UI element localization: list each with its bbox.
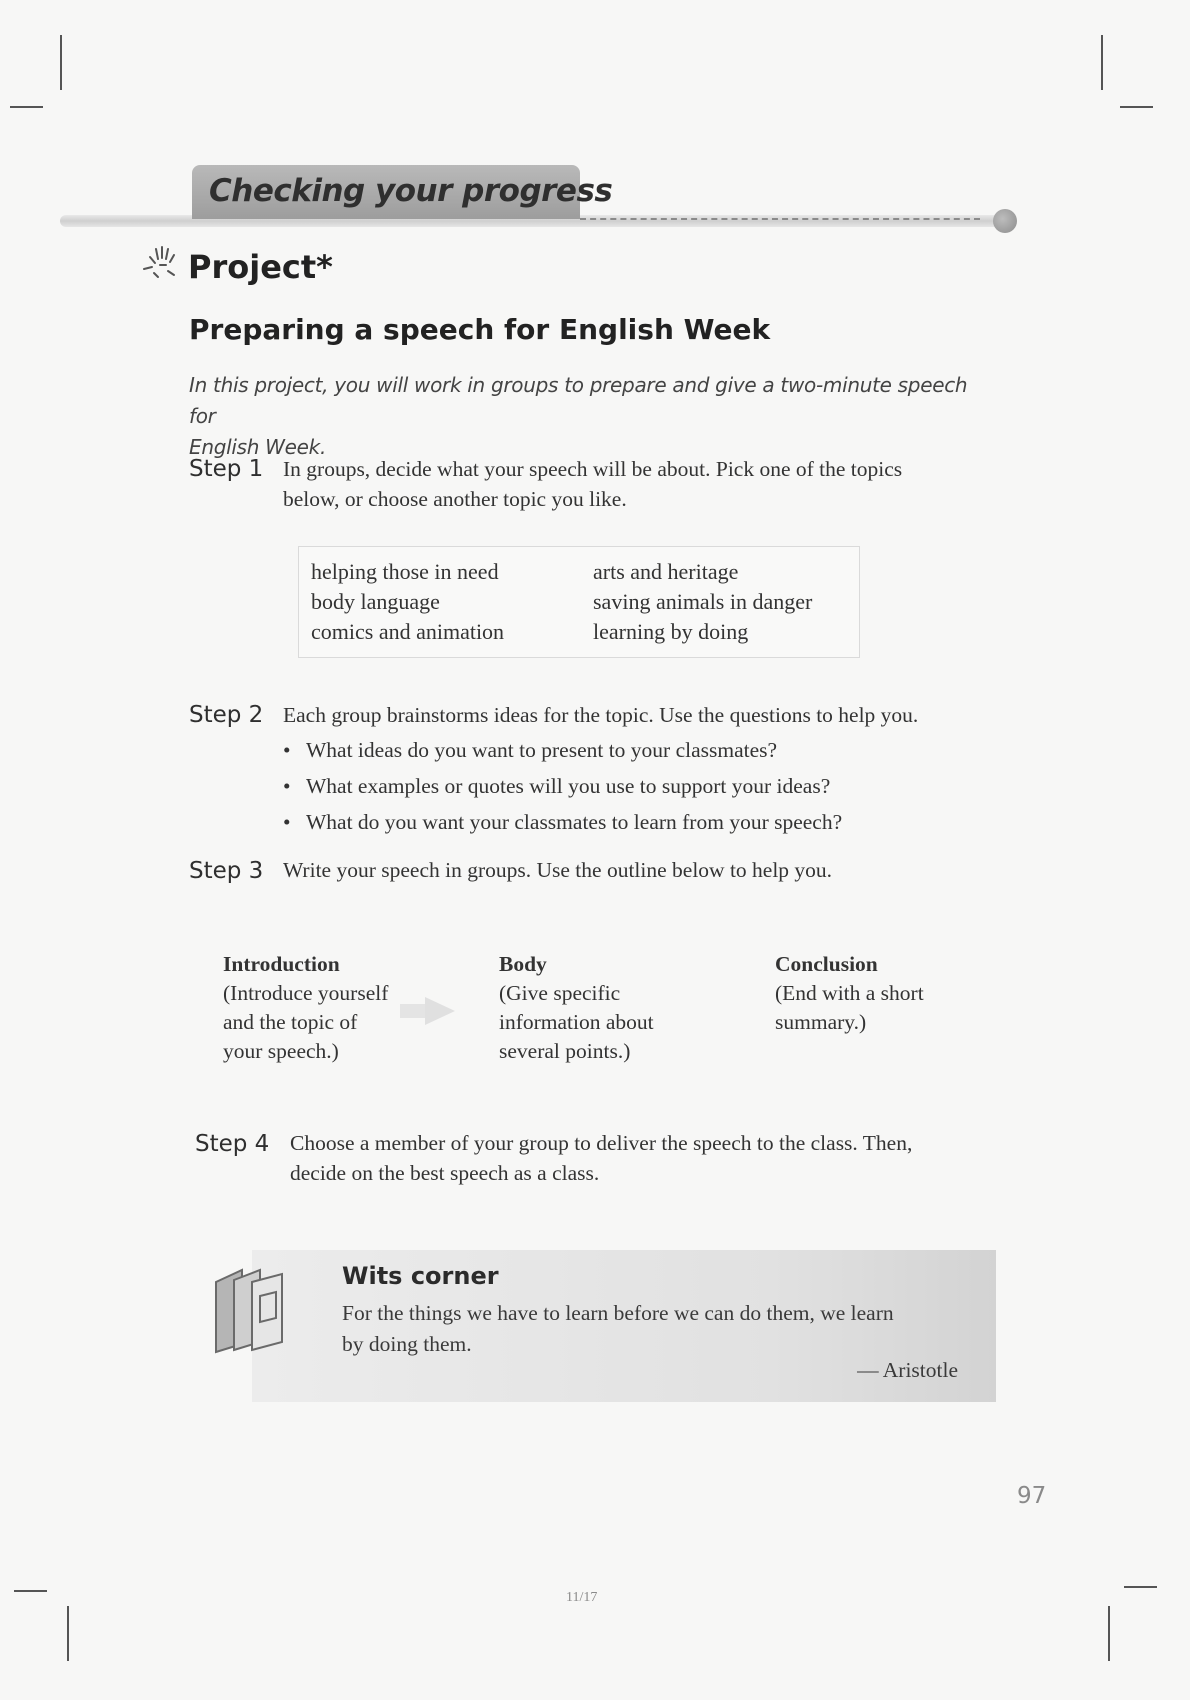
outline-introduction (223, 950, 388, 1066)
banner-title: Checking your progress (209, 173, 613, 209)
topic-item: learning by doing (593, 619, 749, 644)
step-3-label: Step 3 (189, 858, 264, 884)
arrow-icon (425, 997, 455, 1025)
hands-icon (140, 245, 186, 281)
outline-heading: Conclusion (775, 952, 878, 976)
crop-mark (1108, 1606, 1110, 1661)
outline-line: several points.) (499, 1039, 631, 1063)
banner-dot (993, 209, 1017, 233)
topic-item: arts and heritage (593, 559, 739, 584)
question-list (283, 732, 842, 840)
step-4-label: Step 4 (195, 1131, 270, 1157)
wits-corner-author: — Aristotle (857, 1358, 958, 1382)
step-1-label: Step 1 (189, 456, 264, 482)
crop-mark (60, 35, 62, 90)
topics-box (298, 546, 860, 658)
outline-heading: Introduction (223, 952, 340, 976)
topic-item: comics and animation (311, 619, 505, 644)
project-title: Project* (188, 248, 333, 286)
wits-corner-title: Wits corner (342, 1262, 499, 1290)
footer-page-count: 11/17 (566, 1590, 598, 1605)
question-item: • What do you want your classmates to learn from your speech? (283, 804, 842, 840)
outline-line: information about (499, 1010, 654, 1034)
outline-line: (Give specific (499, 981, 621, 1005)
topics-left (311, 557, 504, 647)
outline-line: summary.) (775, 1010, 867, 1034)
arrow-icon (400, 1004, 426, 1018)
step-line: Choose a member of your group to deliver the speech to the class. Then, (290, 1131, 913, 1155)
step-4-text (290, 1128, 1010, 1188)
step-2-text: Each group brainstorms ideas for the topic. Use the questions to help you. (283, 703, 919, 727)
outline-line: your speech.) (223, 1039, 339, 1063)
books-icon (212, 1262, 312, 1354)
outline-line: (Introduce yourself (223, 981, 389, 1005)
step-line: below, or choose another topic you like. (283, 487, 627, 511)
quote-line: For the things we have to learn before we can do them, we learn (342, 1301, 894, 1325)
page-number: 97 (1017, 1483, 1047, 1509)
section-title: Preparing a speech for English Week (189, 313, 771, 346)
step-line: decide on the best speech as a class. (290, 1161, 600, 1185)
outline-body (499, 950, 654, 1066)
crop-mark (1124, 1586, 1157, 1588)
crop-mark (10, 106, 43, 108)
step-1-text (283, 454, 1003, 514)
topic-item: saving animals in danger (593, 589, 813, 614)
step-2-label: Step 2 (189, 702, 264, 728)
outline-conclusion (775, 950, 924, 1037)
outline-line: (End with a short (775, 981, 924, 1005)
intro-line: In this project, you will work in groups to prepare and give a two-minute speech for (189, 373, 968, 428)
crop-mark (1120, 106, 1153, 108)
wits-corner-quote (342, 1298, 982, 1360)
intro-line: English Week. (189, 435, 326, 459)
step-3-text: Write your speech in groups. Use the outline below to help you. (283, 858, 833, 882)
topic-item: helping those in need (311, 559, 499, 584)
crop-mark (14, 1590, 47, 1592)
topic-item: body language (311, 589, 440, 614)
question-item: • What ideas do you want to present to your classmates? (283, 732, 842, 768)
topics-right (593, 557, 812, 647)
question-item: • What examples or quotes will you use to support your ideas? (283, 768, 842, 804)
quote-line: by doing them. (342, 1332, 472, 1356)
intro-text (189, 370, 989, 463)
crop-mark (67, 1606, 69, 1661)
outline-line: and the topic of (223, 1010, 358, 1034)
outline-heading: Body (499, 952, 547, 976)
banner-dashes (580, 218, 980, 220)
crop-mark (1101, 35, 1103, 90)
step-line: In groups, decide what your speech will be about. Pick one of the topics (283, 457, 903, 481)
